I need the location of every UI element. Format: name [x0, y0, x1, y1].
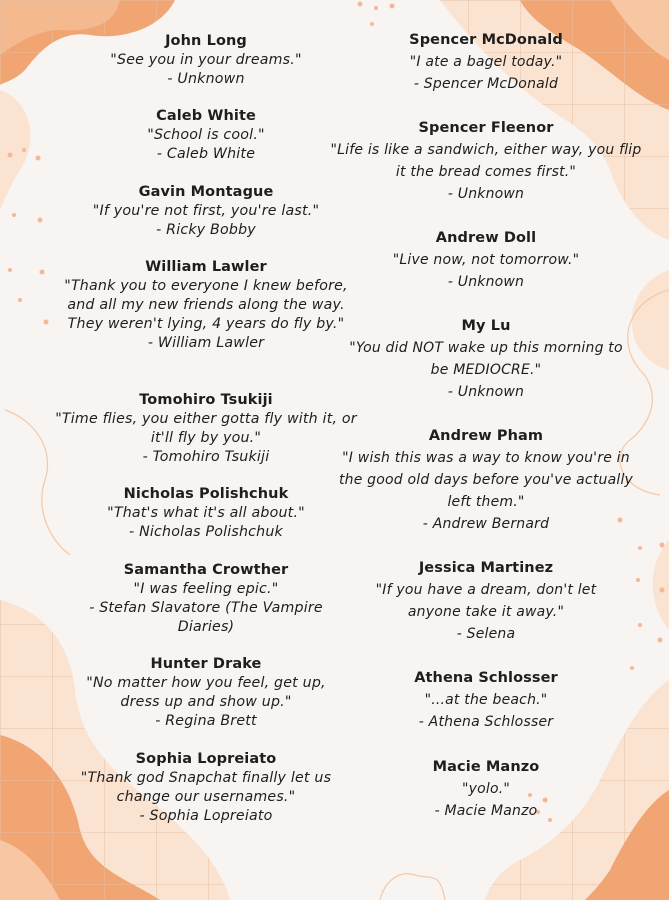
senior-name: Andrew Pham: [428, 428, 544, 444]
quote-author: - Spencer McDonald: [413, 76, 559, 92]
quote-text: "I was feeling epic.": [133, 581, 279, 597]
senior-name: Caleb White: [156, 108, 256, 124]
senior-name: Gavin Montague: [138, 184, 274, 200]
quote-entry: [330, 315, 642, 403]
quote-text: "Live now, not tomorrow.": [392, 252, 580, 268]
senior-name: Macie Manzo: [432, 759, 540, 775]
quote-text: "Thank you to everyone I knew before, and all my new friends along the way. They weren't lying, 4 years do fly by.": [64, 278, 348, 332]
quote-entry: [42, 561, 370, 637]
senior-name: My Lu: [461, 318, 511, 334]
quote-author: - Selena: [456, 626, 516, 642]
senior-name: John Long: [165, 33, 247, 49]
quote-text: "If you have a dream, don't let anyone take it away.": [375, 582, 597, 620]
quote-text: "School is cool.": [147, 127, 265, 143]
quote-author: - Unknown: [447, 274, 525, 290]
quote-text: "I ate a bagel today.": [409, 54, 563, 70]
quote-author: - Stefan Slavatore (The Vampire Diaries): [89, 600, 323, 635]
quote-entry: [330, 756, 642, 822]
quote-entry: [42, 485, 370, 542]
quote-text: "I wish this was a way to know you're in the good old days before you've actually left them.": [338, 450, 634, 510]
senior-name: Tomohiro Tsukiji: [139, 392, 273, 408]
senior-name: Nicholas Polishchuk: [123, 486, 289, 502]
senior-name: William Lawler: [145, 259, 267, 275]
senior-name: Sophia Lopreiato: [135, 751, 277, 767]
quote-text: "Thank god Snapchat finally let us change our usernames.": [80, 770, 332, 805]
quote-text: "No matter how you feel, get up, dress up and show up.": [86, 675, 326, 710]
senior-name: Spencer McDonald: [409, 32, 563, 48]
quote-entry: [42, 258, 370, 353]
quote-author: - Andrew Bernard: [422, 516, 550, 532]
quote-entry: [330, 29, 642, 95]
quote-text: "Life is like a sandwich, either way, you flip it the bread comes first.": [330, 142, 642, 180]
squiggle-line: [380, 874, 445, 900]
quote-author: - William Lawler: [147, 335, 265, 351]
senior-name: Andrew Doll: [435, 230, 537, 246]
quote-entry: [42, 750, 370, 826]
quote-author: - Tomohiro Tsukiji: [142, 449, 270, 465]
quote-entry: [330, 557, 642, 645]
senior-name: Athena Schlosser: [414, 670, 558, 686]
quote-entry: [42, 32, 370, 89]
quote-entry: [42, 655, 370, 731]
quote-text: "That's what it's all about.": [107, 505, 305, 521]
quote-author: - Nicholas Polishchuk: [129, 524, 283, 540]
quote-text: "You did NOT wake up this morning to be MEDIOCRE.": [349, 340, 623, 378]
quote-author: - Athena Schlosser: [418, 714, 554, 730]
quote-author: - Unknown: [167, 71, 245, 87]
quote-text: "If you're not first, you're last.": [92, 203, 320, 219]
quote-author: - Ricky Bobby: [156, 222, 256, 238]
senior-name: Samantha Crowther: [123, 562, 289, 578]
quote-entry: [330, 425, 642, 535]
quote-entry: [330, 667, 642, 733]
senior-name: Jessica Martinez: [418, 560, 554, 576]
quote-text: "...at the beach.": [424, 692, 548, 708]
quote-entry: [42, 183, 370, 240]
quote-author: - Regina Brett: [155, 713, 257, 729]
quote-text: "Time flies, you either gotta fly with it, or it'll fly by you.": [55, 411, 357, 446]
quote-author: - Unknown: [447, 186, 525, 202]
quote-author: - Caleb White: [156, 146, 256, 162]
senior-name: Hunter Drake: [150, 656, 262, 672]
quote-entry: [42, 391, 370, 467]
quote-entry: [42, 107, 370, 164]
quote-author: - Unknown: [447, 384, 525, 400]
quote-author: - Sophia Lopreiato: [139, 808, 273, 824]
quote-text: "See you in your dreams.": [110, 52, 302, 68]
quote-entry: [330, 117, 642, 205]
quote-entry: [330, 227, 642, 293]
senior-name: Spencer Fleenor: [418, 120, 554, 136]
quote-author: - Macie Manzo: [434, 803, 538, 819]
quote-text: "yolo.": [461, 781, 511, 797]
